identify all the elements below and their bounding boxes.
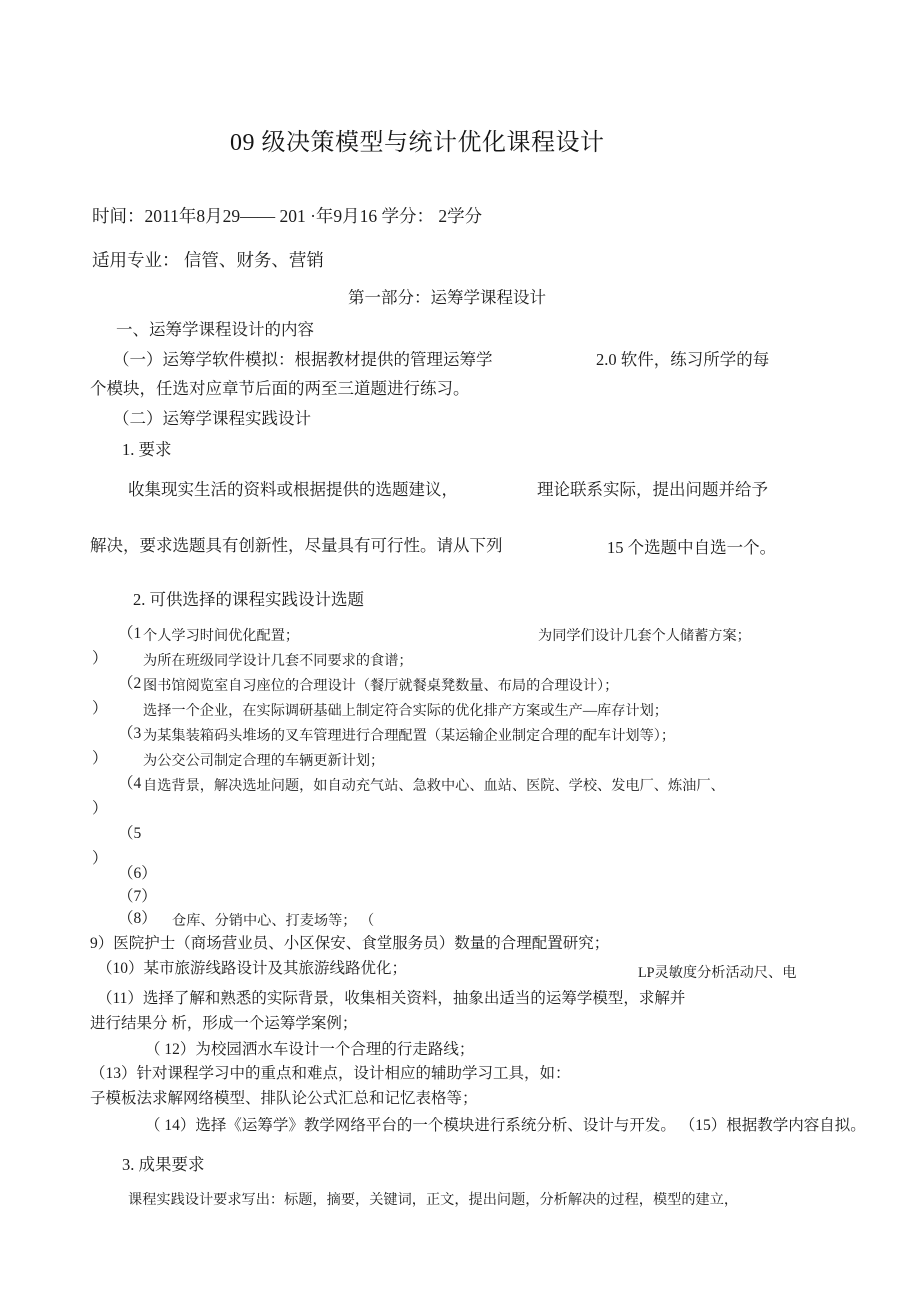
page-title: 09 级决策模型与统计优化课程设计 bbox=[230, 130, 605, 156]
topic-3-marker-open: （3 bbox=[118, 725, 142, 742]
topic-1-text: 个人学习时间优化配置； bbox=[143, 628, 300, 644]
meta-majors-line: 适用专业： 信管、财务、营销 bbox=[92, 250, 324, 270]
sub-a-line2: 个模块，任选对应章节后面的两至三道题进行练习。 bbox=[90, 379, 470, 398]
topic-9-line: 9）医院护士（商场营业员、小区保安、食堂服务员）数量的合理配置研究； bbox=[90, 935, 610, 952]
topic-1-right-text: 为同学们设计几套个人储蓄方案； bbox=[538, 628, 751, 644]
requirements-heading: 1. 要求 bbox=[122, 440, 172, 459]
topic-10-right-text: LP灵敏度分析活动尺、电 bbox=[638, 965, 797, 981]
topic-5-marker-open: （5 bbox=[118, 825, 142, 842]
topic-6-marker: （6） bbox=[118, 865, 157, 882]
topic-7-marker: （7） bbox=[118, 888, 157, 905]
sub-a-line1-right: 2.0 软件，练习所学的每 bbox=[596, 350, 770, 369]
requirements-line1-left: 收集现实生活的资料或根据提供的选题建议， bbox=[128, 480, 458, 499]
topics-heading: 2. 可供选择的课程实践设计选题 bbox=[133, 590, 364, 609]
results-body: 课程实践设计要求写出：标题，摘要，关键词，正文，提出问题，分析解决的过程，模型的建立， bbox=[128, 1192, 739, 1208]
topic-10-line: （10）某市旅游线路设计及其旅游线路优化； bbox=[97, 960, 408, 977]
topic-14-15-line: （ 14）选择《运筹学》教学网络平台的一个模块进行系统分析、设计与开发。 （15）根据教学内容自拟。 bbox=[145, 1117, 866, 1134]
topic-4-marker-open: （4 bbox=[118, 775, 142, 792]
topic-11-line-2: 进行结果分 析，形成一个运筹学案例； bbox=[90, 1015, 358, 1032]
topic-13-line-1: （13）针对课程学习中的重点和难点，设计相应的辅助学习工具，如： bbox=[90, 1065, 571, 1082]
topic-3-text: 为某集装箱码头堆场的叉车管理进行合理配置（某运输企业制定合理的配车计划等）； bbox=[143, 728, 676, 744]
topic-3-marker-close: ） bbox=[92, 750, 108, 767]
sub-a-line1-left: （一）运筹学软件模拟：根据教材提供的管理运筹学 bbox=[113, 350, 493, 369]
topic-11-line-1: （11）选择了解和熟悉的实际背景，收集相关资料，抽象出适当的运筹学模型，求解并 bbox=[97, 990, 686, 1007]
topic-8-marker: （8） bbox=[118, 910, 157, 927]
sub-b-heading: （二）运筹学课程实践设计 bbox=[113, 409, 311, 428]
topic-12-line: （ 12）为校园洒水车设计一个合理的行走路线； bbox=[145, 1041, 475, 1058]
topic-1-marker-close: ） bbox=[92, 650, 108, 667]
topic-13-line-2: 子模板法求解网络模型、排队论公式汇总和记忆表格等； bbox=[90, 1090, 478, 1107]
topic-4-marker-close: ） bbox=[92, 800, 108, 817]
topic-2-text: 图书馆阅览室自习座位的合理设计（餐厅就餐桌凳数量、布局的合理设计）； bbox=[143, 678, 619, 694]
requirements-line2-left: 解决，要求选题具有创新性，尽量具有可行性。请从下列 bbox=[90, 536, 503, 555]
topic-1-marker-open: （1 bbox=[118, 625, 142, 642]
section-one-heading: 一、运筹学课程设计的内容 bbox=[116, 320, 314, 339]
topic-1-continuation: 为所在班级同学设计几套不同要求的食谱； bbox=[143, 653, 413, 669]
topic-3-continuation: 为公交公司制定合理的车辆更新计划； bbox=[143, 753, 385, 769]
topic-2-continuation: 选择一个企业，在实际调研基础上制定符合实际的优化排产方案或生产—库存计划； bbox=[143, 703, 668, 719]
topic-2-marker-close: ） bbox=[92, 700, 108, 717]
topic-5-marker-close: ） bbox=[92, 850, 108, 867]
meta-time-line: 时间：2011年8月29—— 201 ·年9月16 学分： 2学分 bbox=[92, 206, 483, 226]
topic-8-text: 仓库、分销中心、打麦场等； （ bbox=[172, 913, 375, 929]
topic-2-marker-open: （2 bbox=[118, 675, 142, 692]
part-one-heading: 第一部分：运筹学课程设计 bbox=[348, 288, 546, 307]
requirements-line1-right: 理论联系实际，提出问题并给予 bbox=[537, 480, 768, 499]
topic-4-text: 自选背景，解决选址问题，如自动充气站、急救中心、血站、医院、学校、发电厂、炼油厂、 bbox=[143, 778, 725, 794]
results-heading: 3. 成果要求 bbox=[122, 1155, 205, 1174]
requirements-line2-right: 15 个选题中自选一个。 bbox=[607, 538, 777, 557]
